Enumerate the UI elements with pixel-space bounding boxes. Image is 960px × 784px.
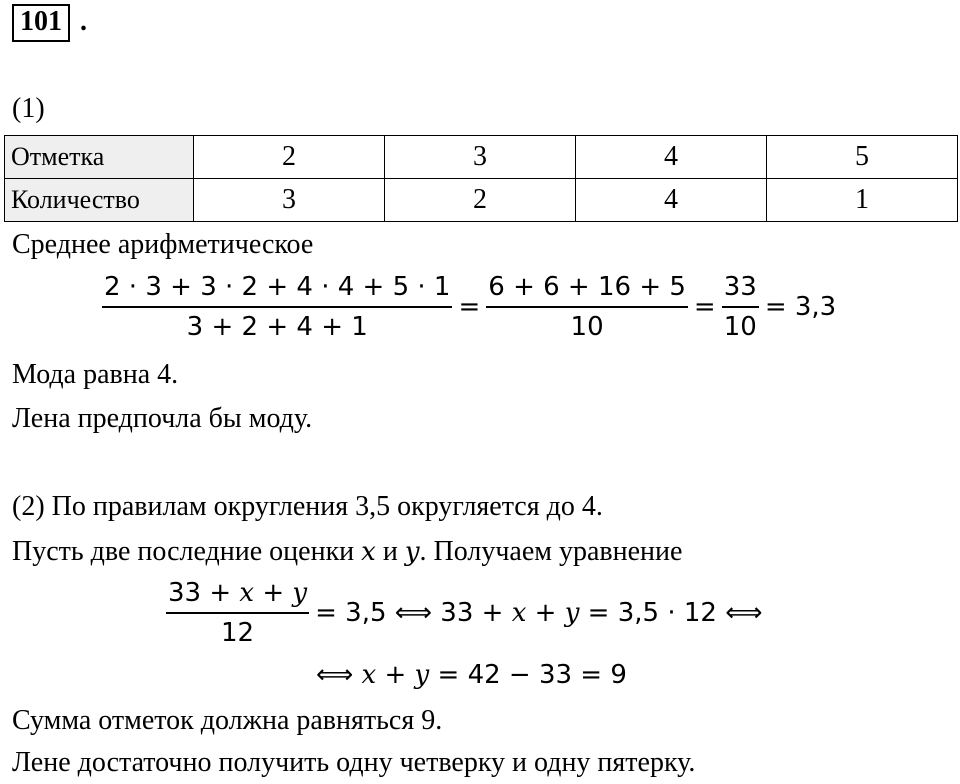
fraction-sum-numerator — [166, 578, 309, 614]
numerator-pre: 33 + — [168, 578, 240, 608]
equals-sign: = — [693, 292, 716, 322]
problem-number: 101 — [12, 4, 70, 42]
fraction-1 — [102, 272, 452, 342]
final-line: Лене достаточно получить одну четверку и одну пятерку. — [12, 747, 696, 778]
rest-post: = 3,5 · 12 ⟺ — [579, 598, 763, 628]
equation-rest — [309, 598, 768, 628]
part2-line2 — [12, 535, 682, 569]
table-cell: 1 — [767, 179, 958, 222]
problem-number-dot: . — [80, 6, 87, 37]
table-cell: 5 — [767, 136, 958, 179]
mean-result: = 3,3 — [764, 292, 837, 322]
fraction-sum — [166, 578, 309, 648]
table-row-count — [5, 179, 958, 222]
table-cell: 4 — [576, 136, 767, 179]
variable-y: y — [414, 660, 430, 690]
table-cell: 4 — [576, 179, 767, 222]
fraction-3-numerator: 33 — [722, 272, 759, 308]
equals-sign: = — [458, 292, 481, 322]
fraction-1-numerator: 2 · 3 + 3 · 2 + 4 · 4 + 5 · 1 — [102, 272, 452, 308]
table-cell: 3 — [385, 136, 576, 179]
mode-line: Мода равна 4. — [12, 359, 179, 390]
fraction-3-denominator: 10 — [723, 312, 757, 342]
fraction-3 — [722, 272, 759, 342]
variable-x: x — [511, 598, 527, 628]
plus-sign: + — [376, 660, 415, 690]
fraction-2-denominator: 10 — [570, 312, 604, 342]
variable-x: x — [361, 537, 376, 567]
table-cell: 2 — [385, 179, 576, 222]
variable-x: x — [361, 660, 377, 690]
fraction-2-numerator: 6 + 6 + 16 + 5 — [486, 272, 688, 308]
part2-line2-post: . Получаем уравнение — [419, 536, 683, 567]
sum-equation — [166, 578, 769, 648]
table-row-grade — [5, 136, 958, 179]
variable-y: y — [564, 598, 580, 628]
table-cell: 2 — [194, 136, 385, 179]
mean-label: Среднее арифметическое — [12, 229, 314, 260]
table-cell: 3 — [194, 179, 385, 222]
part2-line2-pre: Пусть две последние оценки — [12, 536, 355, 567]
fraction-1-denominator: 3 + 2 + 4 + 1 — [186, 312, 368, 342]
rest-plus: + — [526, 598, 565, 628]
fraction-sum-denominator: 12 — [221, 618, 255, 648]
sum-result-equation — [316, 660, 627, 690]
fraction-2 — [486, 272, 688, 342]
numerator-plus: + — [254, 578, 293, 608]
part1-conclusion: Лена предпочла бы моду. — [12, 403, 313, 434]
variable-y: y — [404, 537, 420, 567]
rest-pre: = 3,5 ⟺ 33 + — [315, 598, 512, 628]
part1-label: (1) — [12, 93, 45, 124]
grades-table — [4, 135, 958, 222]
variable-y: y — [292, 578, 308, 608]
result-value: = 42 − 33 = 9 — [429, 660, 627, 690]
table-header-count: Количество — [5, 179, 194, 222]
sum-line: Сумма отметок должна равняться 9. — [12, 705, 443, 736]
variable-x: x — [239, 578, 255, 608]
mean-equation — [102, 272, 842, 342]
table-header-grade: Отметка — [5, 136, 194, 179]
part2-line1: (2) По правилам округления 3,5 округляется до 4. — [12, 491, 603, 522]
part2-line2-and: и — [382, 536, 398, 567]
equivalence-sign: ⟺ — [316, 660, 362, 690]
